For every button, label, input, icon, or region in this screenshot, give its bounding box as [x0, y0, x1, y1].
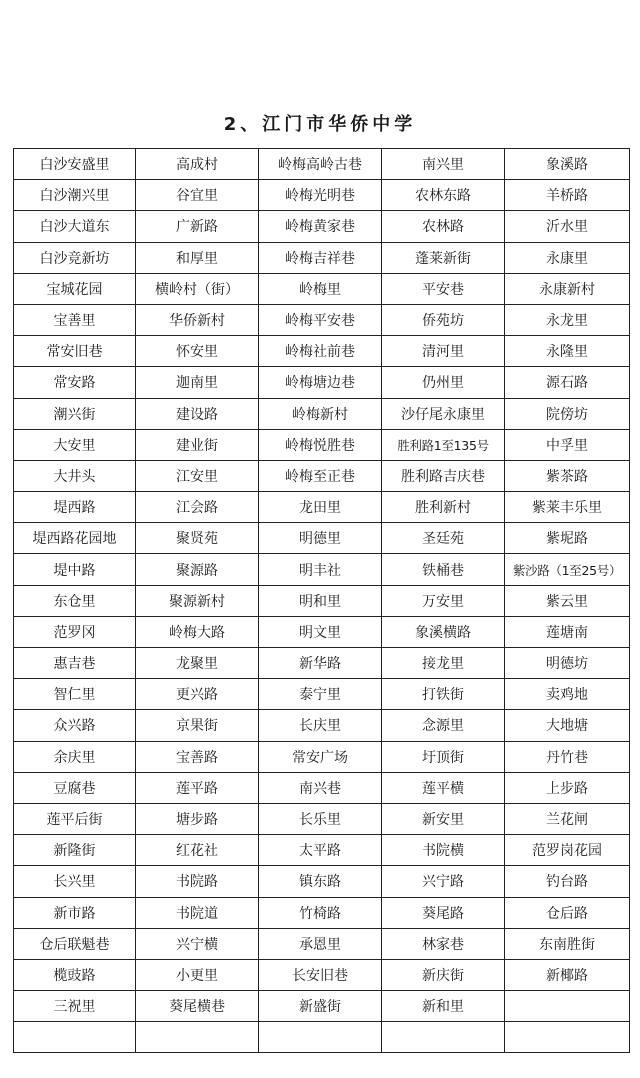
- table-cell: 新市路: [14, 897, 136, 928]
- table-row: [14, 336, 630, 367]
- table-cell: 白沙竞新坊: [14, 242, 136, 273]
- table-cell: 岭梅社前巷: [259, 336, 382, 367]
- table-cell: 小更里: [136, 959, 259, 990]
- table-row: [14, 772, 630, 803]
- table-cell: 堤西路花园地: [14, 523, 136, 554]
- page-title: 2、江门市华侨中学: [223, 114, 417, 135]
- table-row: [14, 242, 630, 273]
- table-cell: 堤中路: [14, 554, 136, 585]
- table-cell: 余庆里: [14, 741, 136, 772]
- street-table-body: [14, 149, 630, 1053]
- table-cell: 上步路: [505, 772, 630, 803]
- table-cell: 红花社: [136, 835, 259, 866]
- table-cell: 万安里: [382, 585, 505, 616]
- table-cell: 宝城花园: [14, 273, 136, 304]
- table-cell: 源石路: [505, 367, 630, 398]
- table-cell: 建设路: [136, 398, 259, 429]
- table-cell: 明和里: [259, 585, 382, 616]
- table-cell: 象溪路: [505, 149, 630, 180]
- table-cell: 仓后联魁巷: [14, 928, 136, 959]
- table-cell: 怀安里: [136, 336, 259, 367]
- table-cell: 镇东路: [259, 866, 382, 897]
- table-cell: 范罗冈: [14, 616, 136, 647]
- table-row: [14, 679, 630, 710]
- table-cell: [14, 1022, 136, 1053]
- table-cell: 胜利路1至135号: [382, 429, 505, 460]
- table-cell: [259, 1022, 382, 1053]
- table-cell: 新安里: [382, 803, 505, 834]
- table-cell: 太平路: [259, 835, 382, 866]
- table-cell: 岭梅平安巷: [259, 304, 382, 335]
- table-row: [14, 304, 630, 335]
- table-cell: 聚源新村: [136, 585, 259, 616]
- table-cell: 圩顶街: [382, 741, 505, 772]
- table-cell: 常安旧巷: [14, 336, 136, 367]
- table-row: [14, 928, 630, 959]
- table-cell: 华侨新村: [136, 304, 259, 335]
- table-cell: 铁桶巷: [382, 554, 505, 585]
- table-cell: 常安路: [14, 367, 136, 398]
- table-cell: 书院横: [382, 835, 505, 866]
- table-cell: 紫坭路: [505, 523, 630, 554]
- table-cell: 更兴路: [136, 679, 259, 710]
- table-cell: 永康新村: [505, 273, 630, 304]
- table-cell: 新华路: [259, 648, 382, 679]
- table-row: [14, 211, 630, 242]
- table-cell: 新隆街: [14, 835, 136, 866]
- table-cell: 岭梅高岭古巷: [259, 149, 382, 180]
- table-row: [14, 616, 630, 647]
- table-cell: 东南胜街: [505, 928, 630, 959]
- table-cell: 大地塘: [505, 710, 630, 741]
- table-cell: 打铁街: [382, 679, 505, 710]
- table-cell: 胜利新村: [382, 492, 505, 523]
- table-cell: 紫沙路（1至25号）: [505, 554, 630, 585]
- table-cell: 承恩里: [259, 928, 382, 959]
- table-cell: 白沙大道东: [14, 211, 136, 242]
- table-cell: 仓后路: [505, 897, 630, 928]
- table-row: [14, 367, 630, 398]
- table-cell: 紫莱丰乐里: [505, 492, 630, 523]
- table-cell: 建业街: [136, 429, 259, 460]
- table-cell: 象溪横路: [382, 616, 505, 647]
- table-cell: 岭梅黄家巷: [259, 211, 382, 242]
- table-cell: 中孚里: [505, 429, 630, 460]
- table-cell: 白沙潮兴里: [14, 180, 136, 211]
- table-cell: 葵尾横巷: [136, 991, 259, 1022]
- table-cell: 永康里: [505, 242, 630, 273]
- table-row: [14, 149, 630, 180]
- table-row: [14, 398, 630, 429]
- table-cell: 圣廷苑: [382, 523, 505, 554]
- table-cell: 紫云里: [505, 585, 630, 616]
- table-row: [14, 710, 630, 741]
- table-row: [14, 460, 630, 491]
- table-cell: 农林路: [382, 211, 505, 242]
- table-row: [14, 959, 630, 990]
- table-cell: 新椰路: [505, 959, 630, 990]
- table-cell: 明德坊: [505, 648, 630, 679]
- table-cell: 明丰社: [259, 554, 382, 585]
- table-cell: 明德里: [259, 523, 382, 554]
- table-row: [14, 585, 630, 616]
- table-cell: 侨苑坊: [382, 304, 505, 335]
- table-cell: 新盛街: [259, 991, 382, 1022]
- table-cell: 兰花闸: [505, 803, 630, 834]
- table-cell: 岭梅新村: [259, 398, 382, 429]
- table-cell: 三祝里: [14, 991, 136, 1022]
- table-cell: 豆腐巷: [14, 772, 136, 803]
- table-cell: 高成村: [136, 149, 259, 180]
- table-cell: 新庆街: [382, 959, 505, 990]
- table-cell: 东仓里: [14, 585, 136, 616]
- table-cell: 堤西路: [14, 492, 136, 523]
- table-cell: 宝善路: [136, 741, 259, 772]
- table-cell: 钓台路: [505, 866, 630, 897]
- table-row: [14, 866, 630, 897]
- table-cell: 永隆里: [505, 336, 630, 367]
- table-cell: [382, 1022, 505, 1053]
- table-cell: 聚源路: [136, 554, 259, 585]
- table-cell: 范罗岗花园: [505, 835, 630, 866]
- table-cell: 京果街: [136, 710, 259, 741]
- table-cell: 平安巷: [382, 273, 505, 304]
- table-cell: 岭梅吉祥巷: [259, 242, 382, 273]
- table-cell: 塘步路: [136, 803, 259, 834]
- table-cell: [505, 1022, 630, 1053]
- table-cell: 书院路: [136, 866, 259, 897]
- table-cell: 接龙里: [382, 648, 505, 679]
- table-cell: 和厚里: [136, 242, 259, 273]
- table-cell: 江会路: [136, 492, 259, 523]
- table-cell: 南兴里: [382, 149, 505, 180]
- table-cell: 众兴路: [14, 710, 136, 741]
- table-cell: 长兴里: [14, 866, 136, 897]
- table-cell: 兴宁横: [136, 928, 259, 959]
- table-row: [14, 897, 630, 928]
- table-cell: 沙仔尾永康里: [382, 398, 505, 429]
- table-row: [14, 523, 630, 554]
- table-row: [14, 803, 630, 834]
- table-cell: 胜利路吉庆巷: [382, 460, 505, 491]
- table-cell: [505, 991, 630, 1022]
- table-row: [14, 991, 630, 1022]
- table-cell: 莲塘南: [505, 616, 630, 647]
- table-cell: 永龙里: [505, 304, 630, 335]
- table-cell: 岭梅至正巷: [259, 460, 382, 491]
- table-cell: 谷宜里: [136, 180, 259, 211]
- table-row: [14, 835, 630, 866]
- table-cell: 广新路: [136, 211, 259, 242]
- table-cell: 院傍坊: [505, 398, 630, 429]
- table-cell: 竹椅路: [259, 897, 382, 928]
- table-cell: 白沙安盛里: [14, 149, 136, 180]
- table-cell: 岭梅悦胜巷: [259, 429, 382, 460]
- table-cell: 紫茶路: [505, 460, 630, 491]
- table-row: [14, 180, 630, 211]
- table-cell: 江安里: [136, 460, 259, 491]
- table-cell: 卖鸡地: [505, 679, 630, 710]
- table-cell: 大井头: [14, 460, 136, 491]
- table-cell: 长安旧巷: [259, 959, 382, 990]
- table-cell: 大安里: [14, 429, 136, 460]
- table-cell: 宝善里: [14, 304, 136, 335]
- table-cell: 蓬莱新街: [382, 242, 505, 273]
- table-cell: 长乐里: [259, 803, 382, 834]
- table-row: [14, 492, 630, 523]
- table-cell: 岭梅塘边巷: [259, 367, 382, 398]
- table-row: [14, 648, 630, 679]
- table-cell: 智仁里: [14, 679, 136, 710]
- table-cell: 明文里: [259, 616, 382, 647]
- table-cell: 龙田里: [259, 492, 382, 523]
- table-cell: 新和里: [382, 991, 505, 1022]
- table-cell: 聚贤苑: [136, 523, 259, 554]
- table-cell: 长庆里: [259, 710, 382, 741]
- table-cell: 莲平后街: [14, 803, 136, 834]
- table-cell: 念源里: [382, 710, 505, 741]
- table-cell: 惠吉巷: [14, 648, 136, 679]
- table-cell: 莲平路: [136, 772, 259, 803]
- table-cell: [136, 1022, 259, 1053]
- table-cell: 南兴巷: [259, 772, 382, 803]
- table-cell: 常安广场: [259, 741, 382, 772]
- table-cell: 林家巷: [382, 928, 505, 959]
- table-cell: 岭梅里: [259, 273, 382, 304]
- table-cell: 葵尾路: [382, 897, 505, 928]
- table-cell: 沂水里: [505, 211, 630, 242]
- table-cell: 仍州里: [382, 367, 505, 398]
- table-cell: 羊桥路: [505, 180, 630, 211]
- table-cell: 清河里: [382, 336, 505, 367]
- street-table: [13, 148, 630, 1053]
- table-cell: 书院道: [136, 897, 259, 928]
- table-cell: 榄豉路: [14, 959, 136, 990]
- table-cell: 迦南里: [136, 367, 259, 398]
- table-row: [14, 273, 630, 304]
- table-row: [14, 554, 630, 585]
- table-cell: 莲平横: [382, 772, 505, 803]
- table-row: [14, 1022, 630, 1053]
- table-cell: 岭梅光明巷: [259, 180, 382, 211]
- table-cell: 潮兴街: [14, 398, 136, 429]
- table-cell: 兴宁路: [382, 866, 505, 897]
- table-cell: 泰宁里: [259, 679, 382, 710]
- table-cell: 农林东路: [382, 180, 505, 211]
- table-cell: 丹竹巷: [505, 741, 630, 772]
- table-cell: 龙聚里: [136, 648, 259, 679]
- table-row: [14, 429, 630, 460]
- table-cell: 横岭村（街）: [136, 273, 259, 304]
- table-row: [14, 741, 630, 772]
- table-cell: 岭梅大路: [136, 616, 259, 647]
